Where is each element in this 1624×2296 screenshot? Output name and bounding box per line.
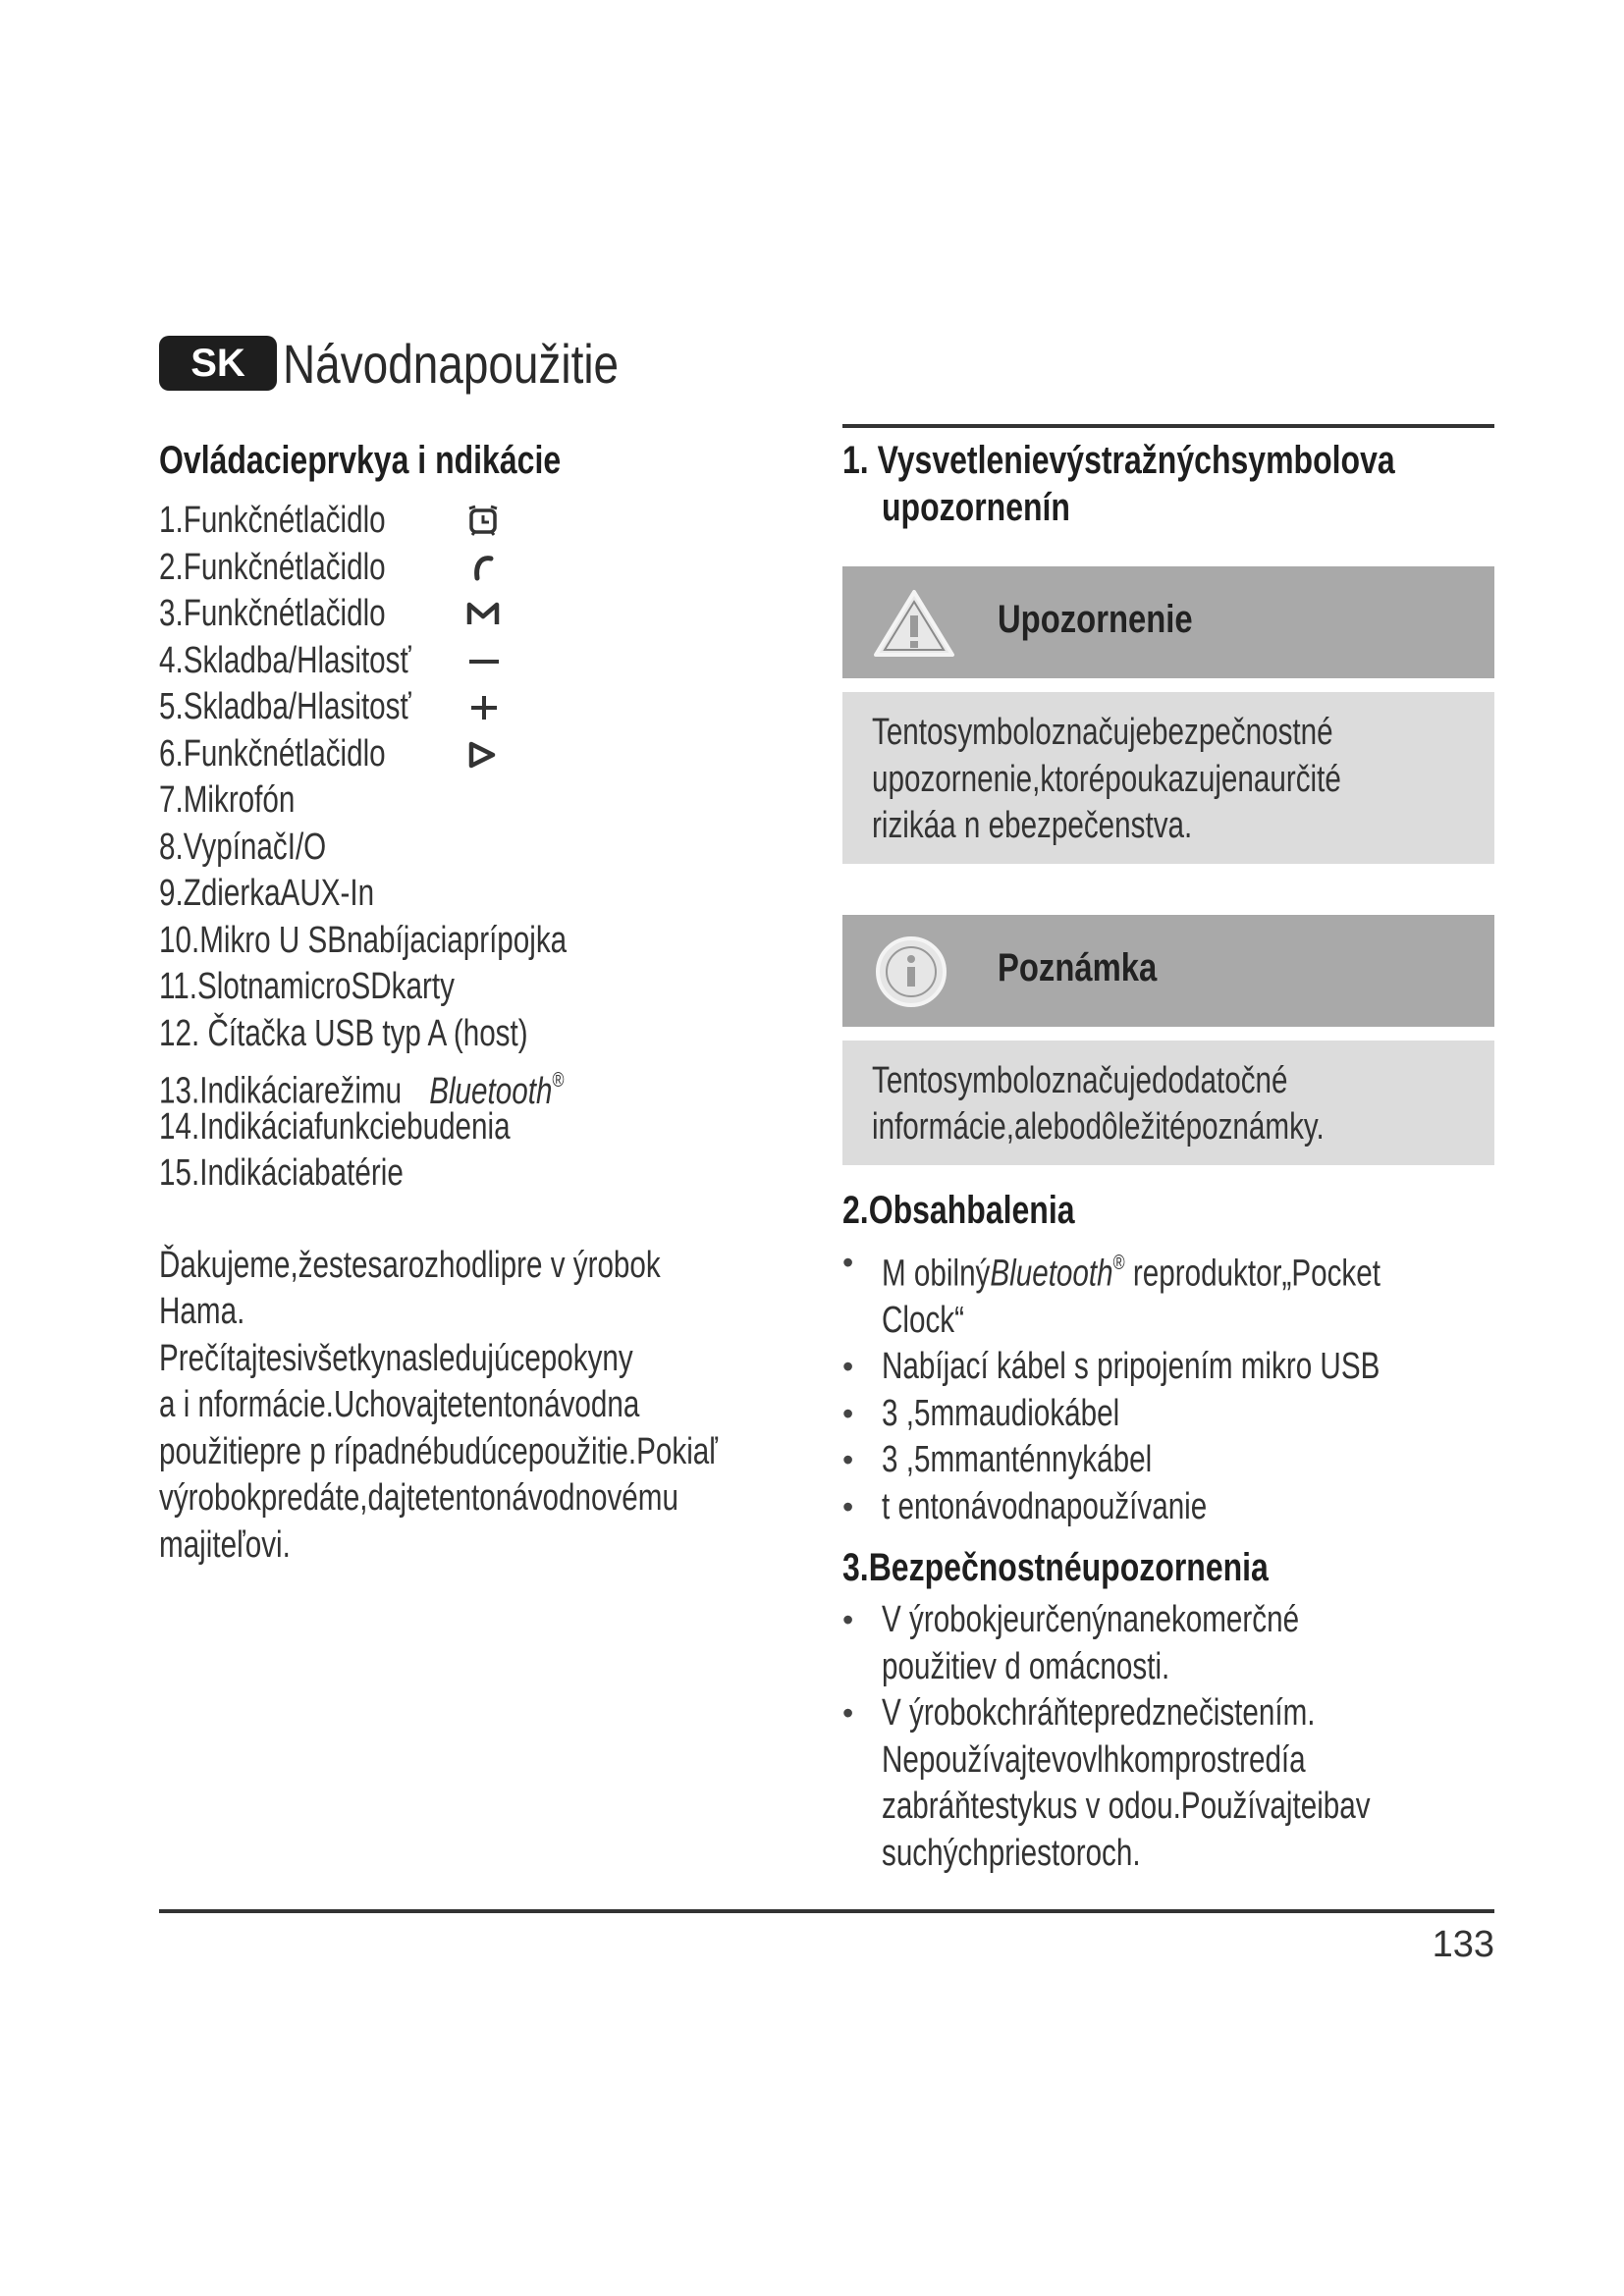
call-handset-icon [463, 551, 503, 586]
control-item-11: 11.SlotnamicroSDkarty [159, 966, 455, 1007]
right-column [842, 437, 1494, 1877]
section1-heading: 1. Vysvetlenievýstražnýchsymbolova [842, 439, 1395, 482]
control-item-14: 14.Indikáciafunkciebudenia [159, 1105, 511, 1148]
controls-list [159, 498, 787, 1198]
alarm-clock-icon [463, 504, 503, 539]
bluetooth-label: Bluetooth [990, 1253, 1113, 1295]
warning-box-body: Tentosymboloznačujebezpečnostné upozornenie,ktorépoukazujenaurčité rizikáa n ebezpečenstva. [842, 692, 1494, 864]
control-item-7: 7.Mikrofón [159, 779, 296, 821]
warning-triangle-icon [872, 586, 956, 661]
bluetooth-label: Bluetooth [429, 1070, 553, 1112]
left-column [159, 437, 787, 1569]
bottom-divider [159, 1909, 1494, 1913]
info-circle-icon [872, 934, 956, 1009]
package-item-4: • 3 ,5mmanténnykábel [842, 1437, 1494, 1484]
note-title: Poznámka [998, 945, 1158, 989]
intro-paragraph: Ďakujeme,žestesarozhodlipre v ýrobok Hama. Prečítajtesivšetkynasledujúcepokyny a i nformácie.Uchovajtetentonávodna použitiepre p rípadnébudúcepoužitie.Pokiaľ výrobokpredáte,dajtetentonávodnovému majiteľovi. [159, 1244, 718, 1566]
play-icon [463, 737, 503, 773]
plus-icon [463, 690, 503, 725]
safety-item-2: • V ýrobokchráňtepredznečistením. Nepoužívajtevovlhkomprostredía zabráňtestykus v odou.Používajteibav suchýchpriestoroch. [842, 1690, 1494, 1877]
package-item-5: • t entonávodnapoužívanie [842, 1484, 1494, 1531]
control-item-6: 6.Funkčnétlačidlo [159, 731, 787, 778]
control-item-9: 9.ZdierkaAUX-In [159, 873, 375, 914]
top-divider [842, 424, 1494, 428]
control-item-5: 5.Skladba/Hlasitosť [159, 684, 787, 731]
note-box-body: Tentosymboloznačujedodatočné informácie,alebodôležitépoznámky. [842, 1041, 1494, 1165]
document-title: Návodnapoužitie [283, 333, 620, 395]
note-box-header [842, 915, 1494, 1027]
control-item-13: 13.Indikáciarežimu Bluetooth® [159, 1069, 565, 1112]
control-item-1: 1.Funkčnétlačidlo [159, 498, 787, 545]
warning-title: Upozornenie [998, 598, 1193, 641]
control-item-2: 2.Funkčnétlačidlo [159, 545, 787, 592]
safety-item-1: • V ýrobokjeurčenýnanekomerčné použitiev d omácnosti. [842, 1597, 1494, 1690]
section3-heading: 3.Bezpečnostnéupozornenia [842, 1546, 1269, 1590]
section1-heading-cont: upozornenín [882, 486, 1070, 529]
mode-m-icon [463, 597, 503, 632]
page-number: 133 [1432, 1924, 1494, 1965]
control-item-3: 3.Funkčnétlačidlo [159, 591, 787, 638]
package-item-3: • 3 ,5mmaudiokábel [842, 1391, 1494, 1438]
control-item-8: 8.VypínačI/O [159, 826, 327, 868]
package-item-1: • M obilnýBluetooth® reproduktor„Pocket Clock“ [842, 1240, 1494, 1345]
package-item-2: • Nabíjací kábel s pripojením mikro USB [842, 1344, 1494, 1391]
control-item-15: 15.Indikáciabatérie [159, 1152, 404, 1194]
minus-icon [463, 644, 503, 679]
control-item-10: 10.Mikro U SBnabíjaciaprípojka [159, 919, 568, 961]
control-item-4: 4.Skladba/Hlasitosť [159, 638, 787, 685]
warning-box-header [842, 566, 1494, 678]
section2-heading: 2.Obsahbalenia [842, 1188, 1075, 1232]
control-item-12: 12. Čítačka USB typ A (host) [159, 1012, 528, 1054]
controls-heading: Ovládacieprvkya i ndikácie [159, 439, 562, 482]
language-badge: SK [159, 336, 277, 391]
